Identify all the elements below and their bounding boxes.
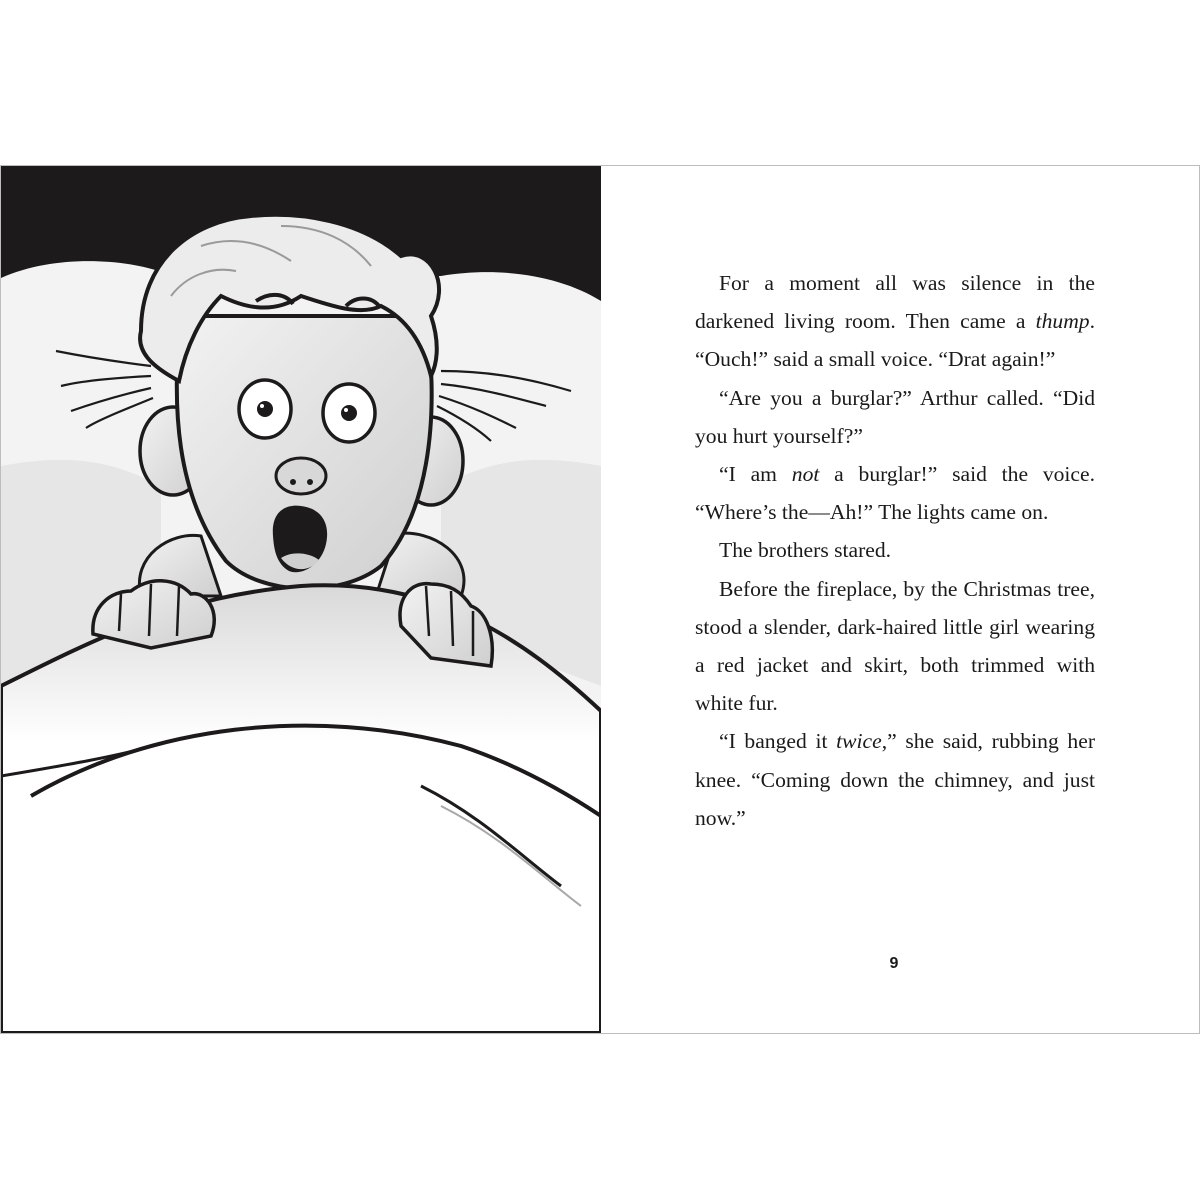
page-number: 9: [889, 955, 899, 972]
paragraph-2: “Are you a burglar?” Arthur called. “Did you hurt yourself?”: [695, 385, 1095, 448]
paragraph-6: “I banged it twice,” she said, rubbing her knee. “Coming down the chimney, and just now.”: [695, 729, 1096, 830]
boy-under-blanket-illustration: [1, 166, 601, 1033]
left-pupil: [257, 401, 273, 417]
book-spread: [0, 165, 1200, 1034]
blanket: [1, 585, 601, 1033]
paragraph-3: “I am not a burglar!” said the voice. “Where’s the—Ah!” The lights came on.: [695, 462, 1095, 525]
story-text: [695, 264, 1095, 837]
nose: [276, 458, 326, 494]
paragraph-4: The brothers stared.: [719, 538, 892, 563]
paragraph-5: Before the fireplace, by the Christmas tree, stood a slender, dark-haired little girl wearing a red jacket and skirt, both trimmed with white fur.: [695, 576, 1095, 716]
illustration-left-page: [1, 166, 601, 1033]
paragraph-1: For a moment all was silence in the darkened living room. Then came a thump. “Ouch!” said a small voice. “Drat again!”: [695, 271, 1095, 372]
right-pupil: [341, 405, 357, 421]
